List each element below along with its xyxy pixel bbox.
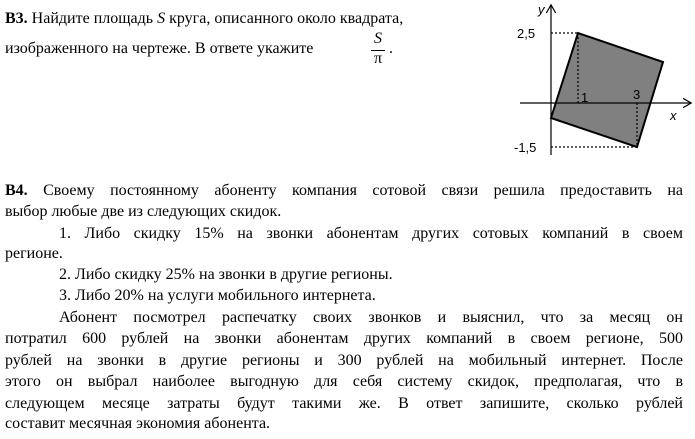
fraction-numerator: S bbox=[374, 30, 382, 47]
b4-paragraph-line-6: составит месячная экономия абонента. bbox=[5, 415, 271, 432]
tick-label-bottom: -1,5 bbox=[514, 140, 537, 155]
tick-label-3: 3 bbox=[633, 87, 641, 102]
b4-option-1-line-1: 1. Либо скидку 15% на звонки абонентам других сотовых компаний в своем bbox=[59, 225, 683, 242]
b3-text-line-2: изображенного на чертеже. В ответе укажите bbox=[5, 40, 314, 57]
square-shape bbox=[551, 33, 663, 147]
b4-option-2: 2. Либо скидку 25% на звонки в другие регионы. bbox=[59, 266, 393, 283]
b4-option-1-line-2: регионе. bbox=[5, 245, 63, 262]
tick-label-1: 1 bbox=[581, 90, 589, 105]
b4-line-2: выбор любые две из следующих скидок. bbox=[5, 203, 282, 220]
b3-text-before: Найдите площадь bbox=[31, 10, 154, 27]
b3-text-after: круга, описанного около квадрата, bbox=[169, 10, 404, 27]
x-axis-label: x bbox=[670, 108, 677, 123]
b3-label: B3. bbox=[5, 10, 28, 27]
b4-paragraph-line-3: рублей на звонки в другие регионы и 300 рублей на мобильный интернет. После bbox=[5, 352, 683, 369]
b3-line-2 bbox=[5, 38, 313, 60]
tick-label-top: 2,5 bbox=[517, 26, 536, 41]
b4-paragraph-line-4: этого он выбрал наиболее выгодную для себя систему скидок, предполагая, что в bbox=[5, 373, 683, 390]
b3-variable-s: S bbox=[157, 10, 166, 27]
fraction-denominator: π bbox=[373, 50, 383, 67]
b4-paragraph-line-5: следующем месяце затраты будут такими же. В ответ запишите, сколько рублей bbox=[5, 395, 683, 412]
b3-period: . bbox=[389, 40, 393, 57]
coordinate-figure bbox=[512, 0, 695, 160]
b4-option-3: 3. Либо 20% на услуги мобильного интернета. bbox=[59, 287, 376, 304]
b4-text-line-1: Своему постоянному абоненту компания сотовой связи решила предоставить на bbox=[43, 182, 684, 199]
b4-paragraph-line-1: Абонент посмотрел распечатку своих звонков и выяснил, что за месяц он bbox=[59, 309, 683, 326]
b3-line-1 bbox=[5, 8, 403, 30]
b4-paragraph-line-2: потратил 600 рублей на звонки абонентам других компаний в своем регионе, 500 bbox=[5, 330, 683, 347]
b4-line-1 bbox=[5, 180, 683, 202]
y-axis-label: y bbox=[538, 2, 545, 17]
b4-label: B4. bbox=[5, 182, 28, 199]
